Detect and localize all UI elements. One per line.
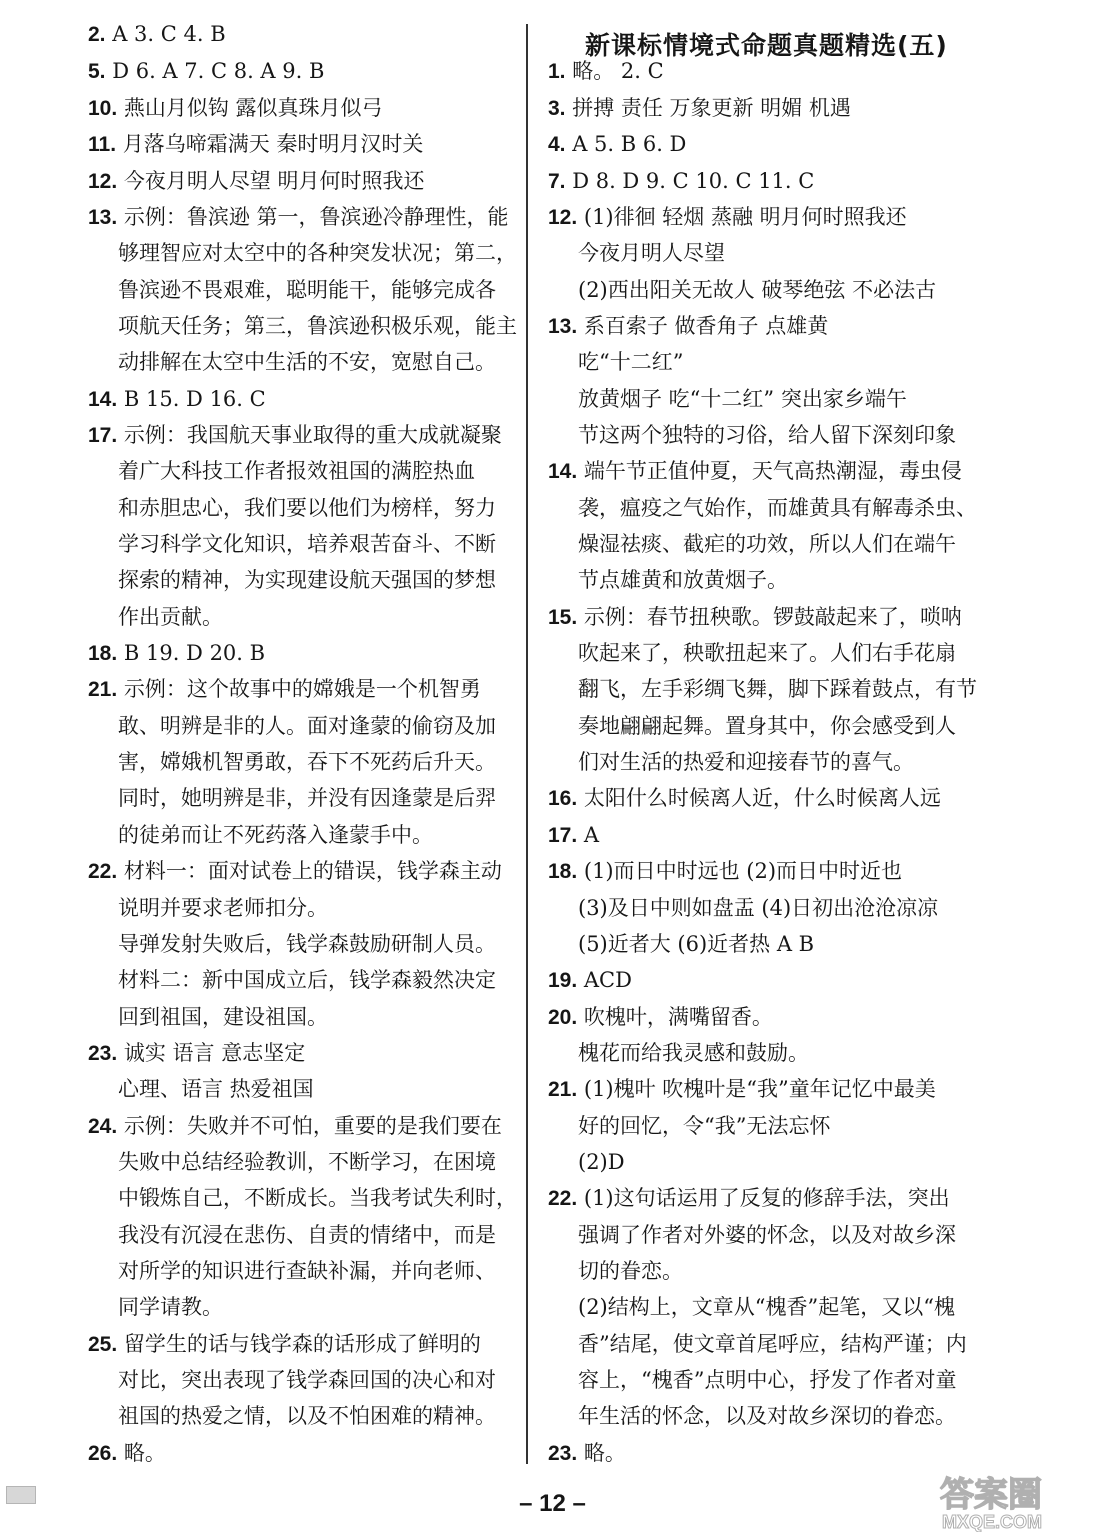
answer-line bbox=[548, 95, 851, 122]
answer-line bbox=[548, 58, 664, 85]
column-divider bbox=[526, 24, 528, 1464]
question-number: 5. bbox=[88, 60, 106, 83]
answer-text: 吹槐叶，满嘴留香。 bbox=[577, 1005, 773, 1029]
answer-text: 切的眷恋。 bbox=[578, 1259, 683, 1283]
question-number: 16. bbox=[548, 787, 578, 810]
answer-line bbox=[578, 495, 977, 521]
answer-line bbox=[578, 895, 938, 921]
answer-line bbox=[578, 1331, 967, 1357]
answer-line bbox=[578, 1403, 956, 1429]
answer-line bbox=[548, 458, 962, 485]
answer-text: 着广大科技工作者报效祖国的满腔热血 bbox=[118, 459, 475, 483]
answer-text: A bbox=[577, 823, 600, 847]
answer-line bbox=[548, 822, 599, 849]
answer-line bbox=[88, 858, 502, 885]
question-number: 10. bbox=[88, 97, 118, 120]
answer-line bbox=[578, 386, 907, 412]
question-number: 1. bbox=[548, 60, 566, 83]
answer-line bbox=[88, 1331, 481, 1358]
answer-text: 敢、明辨是非的人。面对逢蒙的偷窃及加 bbox=[118, 714, 496, 738]
answer-text: 说明并要求老师扣分。 bbox=[118, 896, 328, 920]
answer-line bbox=[578, 240, 725, 266]
answer-text: 对比，突出表现了钱学森回国的决心和对 bbox=[118, 1368, 496, 1392]
answer-line bbox=[578, 1367, 956, 1393]
answer-line bbox=[578, 1149, 625, 1175]
answer-line bbox=[548, 858, 902, 885]
question-number: 21. bbox=[88, 678, 118, 701]
answer-line bbox=[118, 785, 496, 811]
question-number: 22. bbox=[548, 1187, 578, 1210]
answer-text: 拼搏 责任 万象更新 明媚 机遇 bbox=[565, 96, 851, 120]
question-number: 23. bbox=[548, 1442, 578, 1465]
answer-line bbox=[578, 1222, 956, 1248]
question-number: 15. bbox=[548, 606, 578, 629]
watermark-text: 答案圈 bbox=[940, 1475, 1042, 1515]
question-number: 14. bbox=[88, 388, 118, 411]
answer-text: (1)这句话运用了反复的修辞手法，突出 bbox=[577, 1186, 950, 1210]
answer-text: 略。 2. C bbox=[565, 59, 664, 83]
answer-text: 示例：春节扭秧歌。锣鼓敲起来了，唢呐 bbox=[577, 605, 962, 629]
answer-line bbox=[578, 422, 956, 448]
question-number: 22. bbox=[88, 860, 118, 883]
answer-line bbox=[548, 785, 941, 812]
question-number: 13. bbox=[548, 315, 578, 338]
answer-text: 吃“十二红” bbox=[578, 350, 684, 374]
question-number: 18. bbox=[548, 860, 578, 883]
answer-line bbox=[88, 676, 481, 703]
answer-text: 示例：失败并不可怕，重要的是我们要在 bbox=[117, 1114, 502, 1138]
answer-text: A 5. B 6. D bbox=[565, 132, 687, 156]
answer-line bbox=[548, 1440, 626, 1467]
question-number: 18. bbox=[88, 642, 118, 665]
answer-text: 端午节正值仲夏，天气高热潮湿，毒虫侵 bbox=[577, 459, 962, 483]
answer-line bbox=[118, 1185, 517, 1211]
question-number: 17. bbox=[88, 424, 118, 447]
answer-text: 失败中总结经验教训，不断学习，在困境 bbox=[118, 1150, 496, 1174]
answer-text: 翻飞，左手彩绸飞舞，脚下踩着鼓点，有节 bbox=[578, 677, 977, 701]
answer-line bbox=[118, 277, 496, 303]
answer-line bbox=[118, 313, 517, 339]
answer-text: D 8. D 9. C 10. C 11. C bbox=[565, 169, 815, 193]
question-number: 21. bbox=[548, 1078, 578, 1101]
question-number: 12. bbox=[548, 206, 578, 229]
answer-line bbox=[578, 531, 956, 557]
answer-text: 月落乌啼霜满天 秦时明月汉时关 bbox=[116, 132, 424, 156]
answer-line bbox=[88, 21, 226, 48]
answer-text: 对所学的知识进行查缺补漏，并向老师、 bbox=[118, 1259, 496, 1283]
answer-line bbox=[88, 1440, 166, 1467]
answer-text: 学习科学文化知识，培养艰苦奋斗、不断 bbox=[118, 532, 496, 556]
question-number: 11. bbox=[88, 133, 117, 156]
answer-line bbox=[578, 1294, 955, 1320]
answer-text: 年生活的怀念，以及对故乡深切的眷恋。 bbox=[578, 1404, 956, 1428]
watermark-url: MXQE.COM bbox=[942, 1512, 1043, 1532]
answer-line bbox=[578, 567, 788, 593]
answer-line bbox=[118, 895, 328, 921]
answer-text: 容上，“槐香”点明中心，抒发了作者对童 bbox=[578, 1368, 957, 1392]
answer-line bbox=[548, 1004, 773, 1031]
answer-text: D 6. A 7. C 8. A 9. B bbox=[105, 59, 325, 83]
answer-line bbox=[578, 1113, 830, 1139]
question-number: 17. bbox=[548, 824, 578, 847]
answer-text: 同时，她明辨是非，并没有因逢蒙是后羿 bbox=[118, 786, 496, 810]
answer-line bbox=[118, 458, 475, 484]
question-number: 4. bbox=[548, 133, 566, 156]
answer-line bbox=[88, 58, 324, 85]
answer-text: A 3. C 4. B bbox=[105, 22, 226, 46]
answer-line bbox=[548, 1185, 950, 1212]
answer-text: 我没有沉浸在悲伤、自责的情绪中，而是 bbox=[118, 1223, 496, 1247]
answer-line bbox=[548, 604, 962, 631]
answer-text: ACD bbox=[577, 968, 632, 992]
answer-line bbox=[548, 967, 632, 994]
answer-text: 动排解在太空中生活的不安，宽慰自己。 bbox=[118, 350, 496, 374]
answer-text: 同学请教。 bbox=[118, 1295, 223, 1319]
question-number: 24. bbox=[88, 1115, 118, 1138]
watermark-logo bbox=[930, 1468, 1100, 1532]
question-number: 7. bbox=[548, 170, 566, 193]
question-number: 19. bbox=[548, 969, 578, 992]
answer-text: 作出贡献。 bbox=[118, 605, 223, 629]
answer-text: 略。 bbox=[117, 1441, 166, 1465]
answer-text: 燥湿祛痰、截疟的功效，所以人们在端午 bbox=[578, 532, 956, 556]
answer-text: 放黄烟子 吃“十二红” 突出家乡端午 bbox=[578, 387, 907, 411]
answer-text: 燕山月似钩 露似真珠月似弓 bbox=[117, 96, 383, 120]
answer-text: 奏地翩翩起舞。置身其中，你会感受到人 bbox=[578, 714, 956, 738]
answer-text: 吹起来了，秧歌扭起来了。人们右手花扇 bbox=[578, 641, 956, 665]
answer-line bbox=[88, 95, 383, 122]
answer-line bbox=[88, 1113, 502, 1140]
answer-text: (1)槐叶 吹槐叶是“我”童年记忆中最美 bbox=[577, 1077, 936, 1101]
question-number: 20. bbox=[548, 1006, 578, 1029]
answer-text: 系百索子 做香角子 点雄黄 bbox=[577, 314, 829, 338]
answer-text: 示例：这个故事中的嫦娥是一个机智勇 bbox=[117, 677, 481, 701]
answer-line bbox=[88, 168, 425, 195]
answer-line bbox=[118, 1222, 496, 1248]
answer-line bbox=[118, 567, 496, 593]
answer-text: B 15. D 16. C bbox=[117, 387, 266, 411]
answer-text: 太阳什么时候离人近，什么时候离人远 bbox=[577, 786, 941, 810]
answer-text: (1)徘徊 轻烟 蒸融 明月何时照我还 bbox=[577, 205, 907, 229]
answer-text: 回到祖国，建设祖国。 bbox=[118, 1005, 328, 1029]
answer-text: 和赤胆忠心，我们要以他们为榜样，努力 bbox=[118, 496, 496, 520]
answer-line bbox=[118, 967, 496, 993]
answer-text: (1)而日中时远也 (2)而日中时近也 bbox=[577, 859, 903, 883]
answer-text: 强调了作者对外婆的怀念，以及对故乡深 bbox=[578, 1223, 956, 1247]
answer-line bbox=[548, 1076, 936, 1103]
answer-line bbox=[578, 713, 956, 739]
answer-text: 心理、语言 热爱祖国 bbox=[118, 1077, 314, 1101]
answer-line bbox=[578, 640, 956, 666]
answer-text: 诚实 语言 意志坚定 bbox=[117, 1041, 306, 1065]
answer-line bbox=[118, 1367, 496, 1393]
answer-line bbox=[118, 604, 223, 630]
answer-line bbox=[118, 1149, 496, 1175]
page-number: – 12 – bbox=[519, 1490, 586, 1517]
answer-text: 节点雄黄和放黄烟子。 bbox=[578, 568, 788, 592]
answer-line bbox=[118, 1004, 328, 1030]
answer-line bbox=[578, 277, 936, 303]
question-number: 2. bbox=[88, 23, 106, 46]
answer-text: 材料一：面对试卷上的错误，钱学森主动 bbox=[117, 859, 502, 883]
answer-text: 够理智应对太空中的各种突发状况；第二， bbox=[118, 241, 517, 265]
answer-text: 槐花而给我灵感和鼓励。 bbox=[578, 1041, 809, 1065]
answer-text: 今夜月明人尽望 明月何时照我还 bbox=[117, 169, 425, 193]
answer-text: 留学生的话与钱学森的话形成了鲜明的 bbox=[117, 1332, 481, 1356]
question-number: 3. bbox=[548, 97, 566, 120]
answer-line bbox=[118, 749, 496, 775]
answer-text: 中锻炼自己，不断成长。当我考试失利时， bbox=[118, 1186, 517, 1210]
section-title: 新课标情境式命题真题精选(五) bbox=[585, 31, 948, 60]
answer-line bbox=[88, 204, 509, 231]
answer-line bbox=[578, 749, 914, 775]
answer-text: 材料二：新中国成立后，钱学森毅然决定 bbox=[118, 968, 496, 992]
answer-line bbox=[118, 531, 496, 557]
answer-text: 好的回忆，令“我”无法忘怀 bbox=[578, 1114, 831, 1138]
answer-text: 的徒弟而让不死药落入逢蒙手中。 bbox=[118, 823, 433, 847]
answer-line bbox=[548, 313, 828, 340]
answer-line bbox=[88, 422, 502, 449]
answer-line bbox=[578, 931, 814, 957]
answer-text: 祖国的热爱之情，以及不怕困难的精神。 bbox=[118, 1404, 496, 1428]
answer-text: 今夜月明人尽望 bbox=[578, 241, 725, 265]
answer-text: (2)结构上，文章从“槐香”起笔，又以“槐 bbox=[578, 1295, 955, 1319]
answer-line bbox=[548, 131, 686, 158]
answer-text: (2)D bbox=[578, 1150, 625, 1174]
answer-line bbox=[118, 495, 496, 521]
answer-line bbox=[118, 349, 496, 375]
answer-line bbox=[118, 1403, 496, 1429]
answer-text: 略。 bbox=[577, 1441, 626, 1465]
answer-line bbox=[548, 168, 814, 195]
question-number: 26. bbox=[88, 1442, 118, 1465]
answer-line bbox=[578, 349, 683, 375]
answer-line bbox=[118, 1076, 314, 1102]
answer-line bbox=[578, 1258, 683, 1284]
answer-line bbox=[118, 713, 496, 739]
answer-text: 鲁滨逊不畏艰难，聪明能干，能够完成各 bbox=[118, 278, 496, 302]
answer-text: 节这两个独特的习俗，给人留下深刻印象 bbox=[578, 423, 956, 447]
answer-text: 袭，瘟疫之气始作，而雄黄具有解毒杀虫、 bbox=[578, 496, 977, 520]
answer-line bbox=[118, 1258, 496, 1284]
answer-line bbox=[578, 1040, 809, 1066]
answer-line bbox=[548, 204, 907, 231]
answer-text: 导弹发射失败后，钱学森鼓励研制人员。 bbox=[118, 932, 496, 956]
question-number: 25. bbox=[88, 1333, 118, 1356]
answer-line bbox=[88, 1040, 305, 1067]
answer-line bbox=[118, 931, 496, 957]
answer-line bbox=[118, 240, 517, 266]
answer-line bbox=[88, 131, 423, 158]
answer-text: 害，嫦娥机智勇敢，吞下不死药后升天。 bbox=[118, 750, 496, 774]
answer-text: 香”结尾，使文章首尾呼应，结构严谨；内 bbox=[578, 1332, 967, 1356]
question-number: 23. bbox=[88, 1042, 118, 1065]
answer-text: B 19. D 20. B bbox=[117, 641, 266, 665]
answer-text: 示例：我国航天事业取得的重大成就凝聚 bbox=[117, 423, 502, 447]
answer-line bbox=[578, 676, 977, 702]
answer-text: 示例：鲁滨逊 第一，鲁滨逊冷静理性，能 bbox=[117, 205, 509, 229]
answer-text: (2)西出阳关无故人 破琴绝弦 不必法古 bbox=[578, 278, 937, 302]
answer-text: (3)及日中则如盘盂 (4)日初出沧沧凉凉 bbox=[578, 896, 939, 920]
answer-text: 们对生活的热爱和迎接春节的喜气。 bbox=[578, 750, 914, 774]
answer-text: 探索的精神，为实现建设航天强国的梦想 bbox=[118, 568, 496, 592]
answer-text: (5)近者大 (6)近者热 A B bbox=[578, 932, 815, 956]
question-number: 14. bbox=[548, 460, 578, 483]
answer-line bbox=[88, 386, 266, 413]
answer-text: 项航天任务；第三，鲁滨逊积极乐观，能主 bbox=[118, 314, 517, 338]
answer-line bbox=[118, 822, 433, 848]
answer-line bbox=[118, 1294, 223, 1320]
question-number: 12. bbox=[88, 170, 118, 193]
answer-line bbox=[88, 640, 265, 667]
question-number: 13. bbox=[88, 206, 118, 229]
